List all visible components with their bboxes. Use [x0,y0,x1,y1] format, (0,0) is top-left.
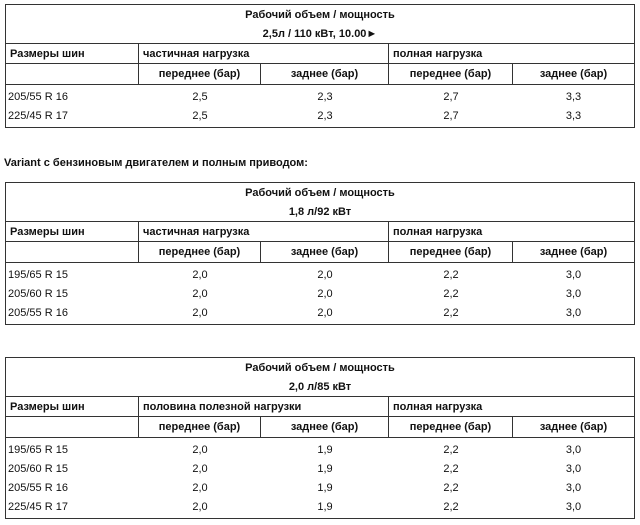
front-header: переднее (бар) [139,242,261,262]
empty-cell [6,64,139,84]
table-title-block [6,5,634,43]
value-cell: 2,2 [443,307,459,319]
value-cell: 3,0 [565,444,582,456]
load-group-2-header: полная нагрузка [393,226,483,238]
value-cell: 2,2 [443,269,459,281]
table-title-block [6,358,634,396]
table-row [6,498,634,517]
rear-header: заднее (бар) [261,242,389,262]
table-title-block [6,183,634,221]
rear-header: заднее (бар) [539,421,608,433]
table-title: Рабочий объем / мощность [245,362,395,374]
empty-cell [6,417,139,437]
value-cell: 2,5 [192,110,208,122]
front-header: переднее (бар) [389,242,513,262]
value-cell: 3,0 [565,307,582,319]
pressure-table-3 [5,357,635,519]
front-header: переднее (бар) [139,64,261,84]
load-group-1-header: половина полезной нагрузки [139,397,389,416]
value-cell: 1,9 [317,482,333,494]
value-cell: 3,0 [565,501,582,513]
rear-header: заднее (бар) [539,246,608,258]
pressure-table-2 [5,182,635,325]
table-row [6,266,634,285]
table-header-row [6,43,634,63]
value-cell: 2,3 [317,110,333,122]
value-cell: 3,3 [565,110,582,122]
table-subtitle: 2,5л / 110 кВт, 10.00► [262,28,378,40]
value-cell: 2,0 [192,463,208,475]
value-cell: 3,0 [565,288,582,300]
table-row [6,304,634,323]
value-cell: 2,0 [317,269,333,281]
value-cell: 1,9 [317,463,333,475]
empty-cell [6,242,139,262]
tire-size-header: Размеры шин [6,397,139,416]
value-cell: 2,3 [317,91,333,103]
value-cell: 3,0 [565,269,582,281]
table-row [6,285,634,304]
value-cell: 2,2 [443,463,459,475]
table-title: Рабочий объем / мощность [245,187,395,199]
value-cell: 2,2 [443,444,459,456]
value-cell: 2,0 [192,288,208,300]
front-header: переднее (бар) [389,64,513,84]
table-title: Рабочий объем / мощность [245,9,395,21]
front-header: переднее (бар) [139,417,261,437]
value-cell: 2,0 [192,482,208,494]
table-subtitle: 1,8 л/92 кВт [288,206,352,218]
tire-size-cell: 225/45 R 17 [8,110,68,122]
table-subheader-row [6,63,634,84]
table-row [6,88,634,107]
value-cell: 2,0 [192,501,208,513]
load-group-2-header: полная нагрузка [393,48,483,60]
rear-header: заднее (бар) [261,64,389,84]
table-body [6,437,634,518]
value-cell: 2,0 [317,307,333,319]
value-cell: 2,7 [443,110,459,122]
value-cell: 1,9 [317,444,333,456]
value-cell: 1,9 [317,501,333,513]
load-group-1-header: частичная нагрузка [139,44,389,63]
rear-header: заднее (бар) [539,68,608,80]
tire-size-cell: 205/60 R 15 [8,288,68,300]
table-row [6,107,634,126]
table-row [6,441,634,460]
value-cell: 2,2 [443,482,459,494]
load-group-1-header: частичная нагрузка [139,222,389,241]
tire-size-header: Размеры шин [6,222,139,241]
value-cell: 2,0 [192,307,208,319]
rear-header: заднее (бар) [261,417,389,437]
table-header-row [6,221,634,241]
tire-size-cell: 225/45 R 17 [8,501,68,513]
table-header-row [6,396,634,416]
value-cell: 2,7 [443,91,459,103]
value-cell: 2,0 [192,269,208,281]
table-subheader-row [6,416,634,437]
section-caption: Variant с бензиновым двигателем и полным приводом: [4,157,308,169]
tire-size-cell: 205/55 R 16 [8,482,68,494]
tire-size-cell: 205/60 R 15 [8,463,68,475]
table-body [6,262,634,324]
pressure-table-1 [5,4,635,128]
value-cell: 2,0 [317,288,333,300]
front-header: переднее (бар) [389,417,513,437]
value-cell: 2,5 [192,91,208,103]
table-row [6,460,634,479]
table-row [6,479,634,498]
load-group-2-header: полная нагрузка [393,401,483,413]
tire-size-cell: 195/65 R 15 [8,269,68,281]
value-cell: 3,0 [565,463,582,475]
value-cell: 2,2 [443,501,459,513]
value-cell: 2,2 [443,288,459,300]
value-cell: 3,0 [565,482,582,494]
tire-size-cell: 195/65 R 15 [8,444,68,456]
tire-size-cell: 205/55 R 16 [8,307,68,319]
table-body [6,84,634,127]
table-subtitle: 2,0 л/85 кВт [288,381,352,393]
table-subheader-row [6,241,634,262]
value-cell: 2,0 [192,444,208,456]
tire-size-header: Размеры шин [6,44,139,63]
value-cell: 3,3 [565,91,582,103]
tire-size-cell: 205/55 R 16 [8,91,68,103]
